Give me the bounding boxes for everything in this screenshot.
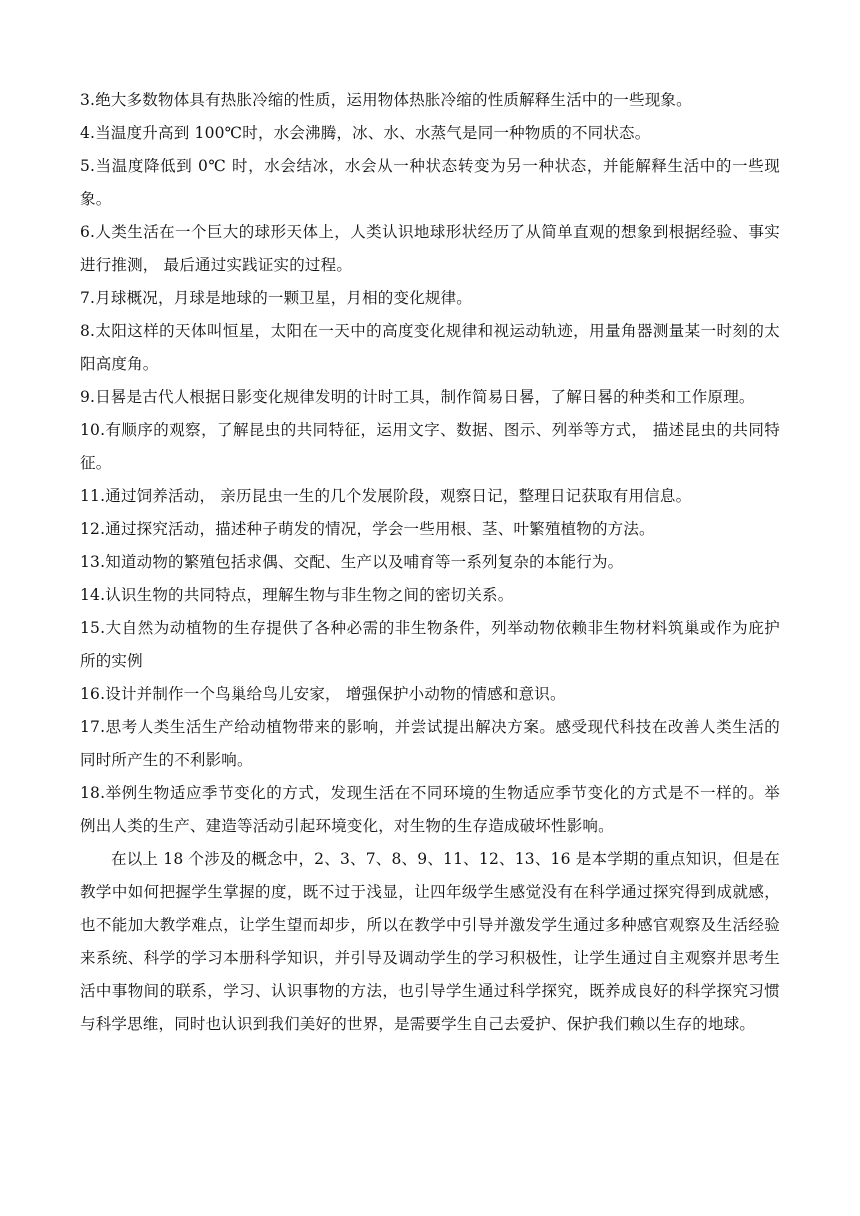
concept-item-6: 6.人类生活在一个巨大的球形天体上，人类认识地球形状经历了从简单直观的想象到根据经验、事实进行推测， 最后通过实践证实的过程。 — [80, 223, 780, 274]
concept-item-16: 16.设计并制作一个鸟巢给鸟儿安家， 增强保护小动物的情感和意识。 — [80, 685, 566, 703]
concept-item-15: 15.大自然为动植物的生存提供了各种必需的非生物条件，列举动物依赖非生物材料筑巢或作为庇护所的实例 — [80, 619, 780, 670]
concept-item-8: 8.太阳这样的天体叫恒星，太阳在一天中的高度变化规律和视运动轨迹，用量角器测量某一时刻的太阳高度角。 — [80, 322, 780, 373]
concept-item-7: 7.月球概况，月球是地球的一颗卫星，月相的变化规律。 — [80, 289, 472, 307]
concept-item-5: 5.当温度降低到 0℃ 时，水会结冰，水会从一种状态转变为另一种状态，并能解释生活中的一些现象。 — [80, 157, 780, 208]
concept-item-12: 12.通过探究活动，描述种子萌发的情况，学会一些用根、茎、叶繁殖植物的方法。 — [80, 520, 655, 538]
summary-paragraph: 在以上 18 个涉及的概念中，2、3、7、8、9、11、12、13、16 是本学期的重点知识，但是在教学中如何把握学生掌握的度，既不过于浅显，让四年级学生感觉没有在科学通过探究得到成就感，也不能加大教学难点，让学生望而却步，所以在教学中引导并激发学生通过多种感官观察及生活经验来系统、科学的学习本册科学知识，并引导及调动学生的学习积极性，让学生通过自主观察并思考生活中事物间的联系，学习、认识事物的方法，也引导学生通过科学探究，既养成良好的科学探究习惯与科学思维，同时也认识到我们美好的世界，是需要学生自己去爱护、保护我们赖以生存的地球。 — [80, 850, 780, 1033]
concept-item-4: 4.当温度升高到 100℃时，水会沸腾，冰、水、水蒸气是同一种物质的不同状态。 — [80, 124, 651, 142]
concept-item-9: 9.日晷是古代人根据日影变化规律发明的计时工具，制作简易日晷，了解日晷的种类和工作原理。 — [80, 388, 755, 406]
concept-item-14: 14.认识生物的共同特点，理解生物与非生物之间的密切关系。 — [80, 586, 514, 604]
concept-item-17: 17.思考人类生活生产给动植物带来的影响，并尝试提出解决方案。感受现代科技在改善人类生活的同时所产生的不利影响。 — [80, 718, 780, 769]
concept-item-3: 3.绝大多数物体具有热胀冷缩的性质，运用物体热胀冷缩的性质解释生活中的一些现象。 — [80, 91, 692, 109]
concept-item-13: 13.知道动物的繁殖包括求偶、交配、生产以及哺育等一系列复杂的本能行为。 — [80, 553, 624, 571]
concept-item-10: 10.有顺序的观察，了解昆虫的共同特征，运用文字、数据、图示、列举等方式， 描述昆虫的共同特征。 — [80, 421, 780, 472]
concept-item-18: 18.举例生物适应季节变化的方式，发现生活在不同环境的生物适应季节变化的方式是不一样的。举例出人类的生产、建造等活动引起环境变化，对生物的生存造成破坏性影响。 — [80, 784, 780, 835]
document-page — [80, 84, 780, 1041]
concept-item-11: 11.通过饲养活动， 亲历昆虫一生的几个发展阶段，观察日记，整理日记获取有用信息。 — [80, 487, 692, 505]
